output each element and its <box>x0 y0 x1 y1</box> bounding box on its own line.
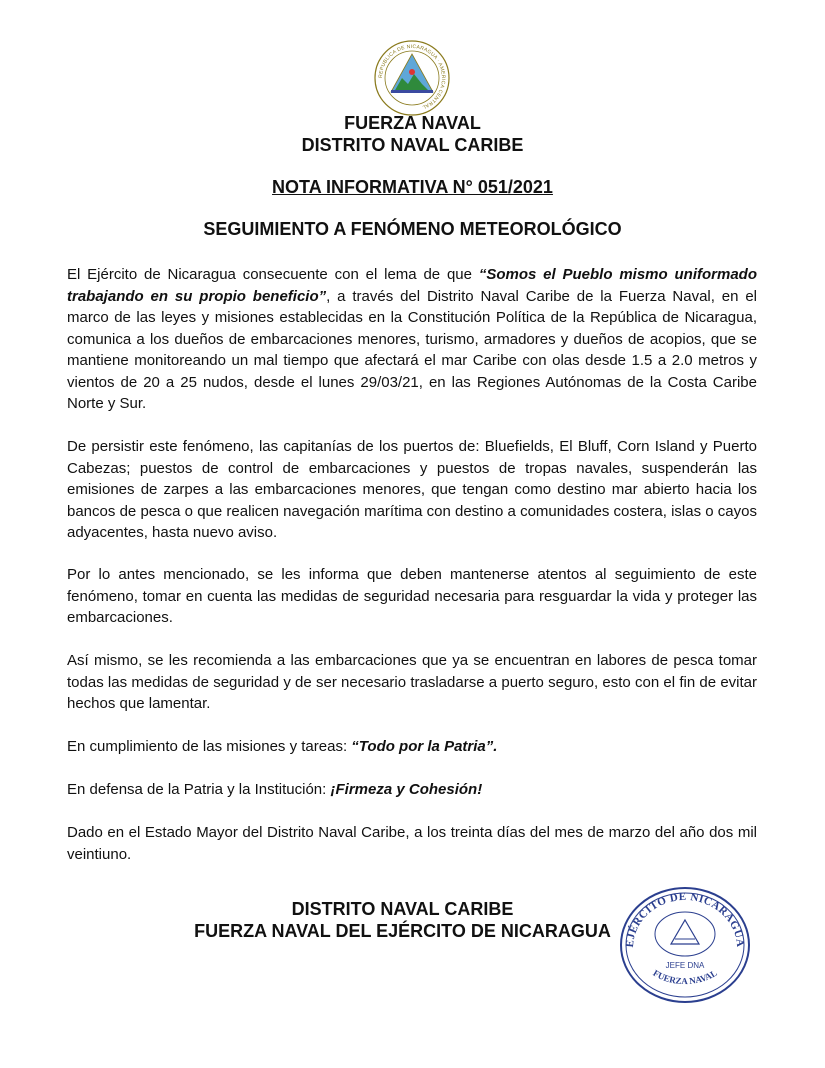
paragraph-5-intro: En cumplimiento de las misiones y tareas: <box>67 738 352 755</box>
motto-firmeza: ¡Firmeza y Cohesión! <box>330 781 483 798</box>
stamp-top-text: EJÉRCITO DE NICARAGUA <box>623 890 747 948</box>
org-line-1: FUERZA NAVAL <box>344 113 481 133</box>
nicaragua-crest-icon <box>372 38 452 118</box>
paragraph-6-intro: En defensa de la Patria y la Institución: <box>67 781 331 798</box>
paragraph-1 <box>67 264 757 415</box>
official-stamp-icon <box>617 884 753 1006</box>
stamp-bottom-text: FUERZA NAVAL <box>651 967 719 987</box>
subject-title: SEGUIMIENTO A FENÓMENO METEOROLÓGICO <box>203 219 622 239</box>
paragraph-3: Por lo antes mencionado, se les informa que deben mantenerse atentos al seguimiento de este fenómeno, tomar en cuenta las medidas de seguridad necesaria para resguardar la vida y proteger las embarcaciones. <box>67 566 757 626</box>
note-number: NOTA INFORMATIVA N° 051/2021 <box>272 177 553 197</box>
paragraph-2: De persistir este fenómeno, las capitanías de los puertos de: Bluefields, El Bluff, Corn Island y Puerto Cabezas; puestos de control de embarcaciones y puestos de tropas navales, suspenderán las emisiones de zarpes a las embarcaciones menores, que tengan como destino mar abierto hacia los bancos de pesca o que realicen navegación marítima con destino a comunidades costera, islas o cayos adyacentes, hasta nuevo aviso. <box>67 438 757 541</box>
org-line-2: DISTRITO NAVAL CARIBE <box>301 135 524 155</box>
crest-ring-text: REPUBLICA DE NICARAGUA · AMERICA CENTRAL <box>377 43 447 111</box>
paragraph-4: Así mismo, se les recomienda a las embarcaciones que ya se encuentran en labores de pesca tomar todas las medidas de seguridad y de ser necesario trasladarse a puerto seguro, esto con el fin de evitar hechos que lamentar. <box>67 652 757 712</box>
signature-line-2: FUERZA NAVAL DEL EJÉRCITO DE NICARAGUA <box>194 921 611 941</box>
paragraph-1-rest: , a través del Distrito Naval Caribe de la Fuerza Naval, en el marco de las leyes y misiones establecidas en la Constitución Política de la República de Nicaragua, comunica a los dueños de embarcaciones menores, turismo, armadores y dueños de acopios, que se mantiene monitoreando un mal tiempo que afectará el mar Caribe con olas desde 1.5 a 2.0 metros y vientos de 20 a 25 nudos, desde el lunes 29/03/21, en las Regiones Autónomas de la Costa Caribe Norte y Sur. <box>67 287 757 412</box>
motto-todo-por-la-patria: “Todo por la Patria”. <box>351 738 498 755</box>
closing-paragraph: Dado en el Estado Mayor del Distrito Naval Caribe, a los treinta días del mes de marzo del año dos mil veintiuno. <box>67 824 757 863</box>
signature-line-1: DISTRITO NAVAL CARIBE <box>291 899 514 919</box>
motto-quote: “Somos el Pueblo mismo uniformado trabajando en su propio beneficio” <box>67 266 757 305</box>
stamp-middle-text: JEFE DNA <box>665 961 705 970</box>
paragraph-6 <box>67 779 757 801</box>
svg-text:FUERZA NAVAL <box>651 968 718 986</box>
paragraph-5 <box>67 736 757 758</box>
paragraph-1-intro: El Ejército de Nicaragua consecuente con el lema de que <box>67 266 479 283</box>
